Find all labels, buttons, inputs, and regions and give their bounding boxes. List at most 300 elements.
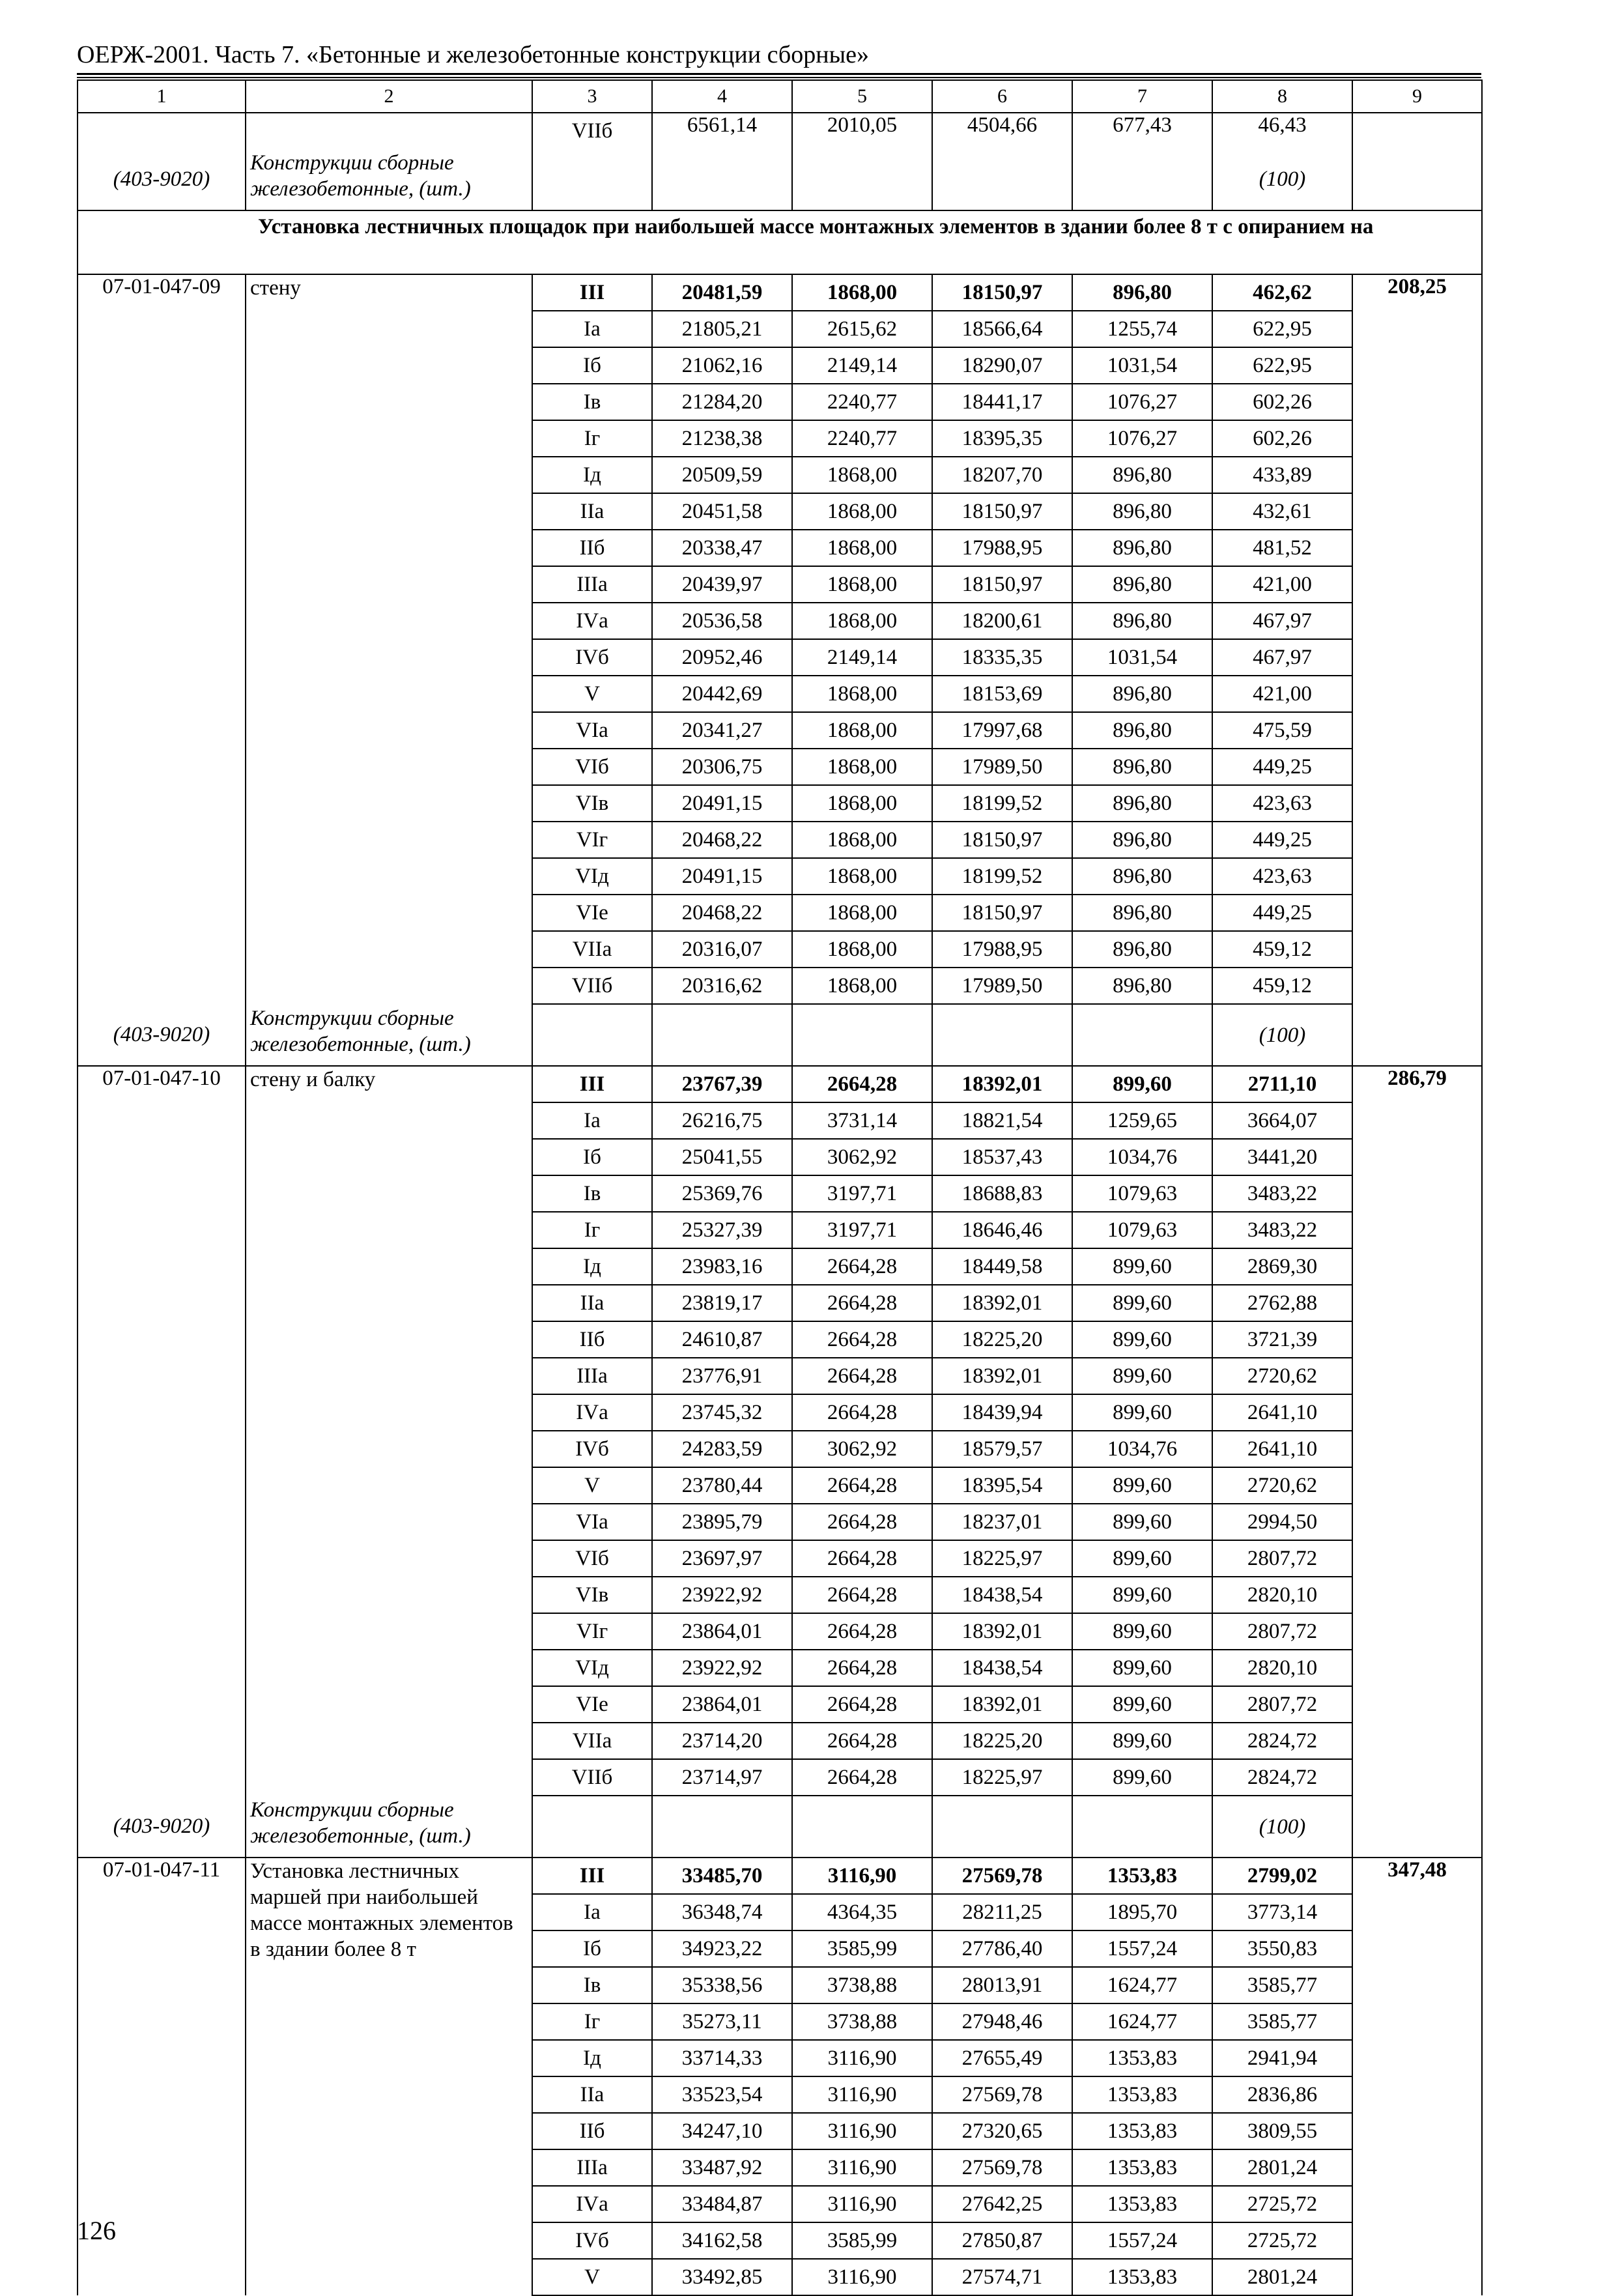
ref-description: Конструкции сборные железобетонные, (шт.) [246, 1796, 532, 1858]
value-cell: 1353,83 [1072, 1858, 1212, 1894]
value-cell: 21284,20 [652, 384, 792, 420]
value-cell: 2664,28 [792, 1394, 932, 1431]
zone-cell: IVб [532, 2222, 652, 2259]
value-cell: 2664,28 [792, 1613, 932, 1650]
value-cell: 23767,39 [652, 1066, 792, 1102]
value-cell: 896,80 [1072, 566, 1212, 603]
value-cell: 899,60 [1072, 1504, 1212, 1540]
zone-cell: VIIб [532, 113, 652, 149]
value-cell: 18150,97 [932, 566, 1072, 603]
value-cell: 896,80 [1072, 493, 1212, 530]
value-cell: 896,80 [1072, 530, 1212, 566]
column-number: 8 [1212, 80, 1352, 113]
column-number: 1 [78, 80, 246, 113]
value-cell: 20536,58 [652, 603, 792, 639]
zone-cell: III [532, 1858, 652, 1894]
value-cell: 18395,54 [932, 1467, 1072, 1504]
value-cell: 18225,97 [932, 1540, 1072, 1577]
value-cell: 20338,47 [652, 530, 792, 566]
value-cell: 34923,22 [652, 1930, 792, 1967]
value-cell: 1868,00 [792, 785, 932, 822]
value-cell: 27850,87 [932, 2222, 1072, 2259]
value-cell: 899,60 [1072, 1759, 1212, 1796]
value-cell: 24283,59 [652, 1431, 792, 1467]
zone-cell: IIIа [532, 566, 652, 603]
value-cell: 18441,17 [932, 384, 1072, 420]
value-cell: 25369,76 [652, 1175, 792, 1212]
value-cell: 2941,94 [1212, 2040, 1352, 2076]
value-cell: 2762,88 [1212, 1285, 1352, 1321]
resource-code: 07-01-047-11 [78, 1858, 246, 2295]
value-cell: 3197,71 [792, 1175, 932, 1212]
value-cell: 2807,72 [1212, 1540, 1352, 1577]
value-cell: 33492,85 [652, 2259, 792, 2295]
zone-cell: III [532, 274, 652, 311]
value-cell: 677,43 [1072, 113, 1212, 149]
value-cell: 20451,58 [652, 493, 792, 530]
value-cell: 2664,28 [792, 1759, 932, 1796]
value-cell: 899,60 [1072, 1248, 1212, 1285]
value-cell: 26216,75 [652, 1102, 792, 1139]
value-cell: 622,95 [1212, 347, 1352, 384]
table-row [78, 1858, 1482, 1894]
value-cell: 3062,92 [792, 1431, 932, 1467]
value-cell: 18207,70 [932, 457, 1072, 493]
zone-cell: V [532, 676, 652, 712]
value-cell: 459,12 [1212, 931, 1352, 968]
value-cell: 3585,77 [1212, 2003, 1352, 2040]
value-cell: 2664,28 [792, 1467, 932, 1504]
value-cell: 1868,00 [792, 603, 932, 639]
value-cell: 2664,28 [792, 1540, 932, 1577]
value-cell: 1353,83 [1072, 2259, 1212, 2295]
value-cell: 1868,00 [792, 968, 932, 1004]
value-cell: 1895,70 [1072, 1894, 1212, 1930]
value-cell: 1868,00 [792, 493, 932, 530]
material-ref-row [78, 1796, 1482, 1858]
value-cell: 27574,71 [932, 2259, 1072, 2295]
value-cell: 18150,97 [932, 274, 1072, 311]
value-cell: 899,60 [1072, 1613, 1212, 1650]
value-cell: 899,60 [1072, 1723, 1212, 1759]
zone-cell: IIб [532, 1321, 652, 1358]
value-cell: 896,80 [1072, 858, 1212, 895]
header-rule-thin [77, 77, 1481, 78]
value-cell: 899,60 [1072, 1467, 1212, 1504]
value-cell: 2664,28 [792, 1248, 932, 1285]
value-cell: 20468,22 [652, 895, 792, 931]
value-cell: 23922,92 [652, 1577, 792, 1613]
value-cell: 18199,52 [932, 785, 1072, 822]
value-cell: 18392,01 [932, 1686, 1072, 1723]
zone-cell: Iв [532, 384, 652, 420]
zone-cell: IVб [532, 1431, 652, 1467]
work-description: стену и балку [246, 1066, 532, 1796]
value-cell: 2240,77 [792, 420, 932, 457]
value-cell: 20491,15 [652, 785, 792, 822]
col9-value: 347,48 [1352, 1858, 1482, 2295]
value-cell: 17989,50 [932, 968, 1072, 1004]
value-cell: 18566,64 [932, 311, 1072, 347]
value-cell: 2720,62 [1212, 1358, 1352, 1394]
value-cell: 602,26 [1212, 420, 1352, 457]
column-number: 9 [1352, 80, 1482, 113]
ref-code: (403-9020) [78, 1004, 246, 1066]
zone-cell: VIIа [532, 1723, 652, 1759]
value-cell: 2799,02 [1212, 1858, 1352, 1894]
value-cell: 17988,95 [932, 931, 1072, 968]
value-cell: 2725,72 [1212, 2186, 1352, 2222]
value-cell: 18392,01 [932, 1358, 1072, 1394]
value-cell: 23776,91 [652, 1358, 792, 1394]
value-cell: 20439,97 [652, 566, 792, 603]
value-cell: 36348,74 [652, 1894, 792, 1930]
value-cell: 27569,78 [932, 1858, 1072, 1894]
value-cell: 449,25 [1212, 749, 1352, 785]
value-cell: 18225,97 [932, 1759, 1072, 1796]
value-cell: 3062,92 [792, 1139, 932, 1175]
value-cell: 449,25 [1212, 895, 1352, 931]
value-cell: 423,63 [1212, 785, 1352, 822]
value-cell: 1868,00 [792, 822, 932, 858]
value-cell: 2869,30 [1212, 1248, 1352, 1285]
value-cell: 33484,87 [652, 2186, 792, 2222]
value-cell: 3664,07 [1212, 1102, 1352, 1139]
value-cell: 4364,35 [792, 1894, 932, 1930]
zone-cell: Iб [532, 1930, 652, 1967]
value-cell: 2801,24 [1212, 2259, 1352, 2295]
value-cell: 2664,28 [792, 1577, 932, 1613]
value-cell: 1868,00 [792, 712, 932, 749]
value-cell: 18688,83 [932, 1175, 1072, 1212]
zone-cell: Iб [532, 347, 652, 384]
zone-cell: Iг [532, 420, 652, 457]
value-cell: 1353,83 [1072, 2113, 1212, 2149]
value-cell: 18646,46 [932, 1212, 1072, 1248]
value-cell: 2820,10 [1212, 1650, 1352, 1686]
value-cell: 896,80 [1072, 676, 1212, 712]
value-cell: 18579,57 [932, 1431, 1072, 1467]
value-cell: 2664,28 [792, 1650, 932, 1686]
value-cell: 3116,90 [792, 2259, 932, 2295]
zone-cell: IVб [532, 639, 652, 676]
value-cell: 34162,58 [652, 2222, 792, 2259]
value-cell: 24610,87 [652, 1321, 792, 1358]
value-cell: 27786,40 [932, 1930, 1072, 1967]
value-cell: 2836,86 [1212, 2076, 1352, 2113]
value-cell: 3483,22 [1212, 1175, 1352, 1212]
value-cell: 2824,72 [1212, 1759, 1352, 1796]
value-cell: 20306,75 [652, 749, 792, 785]
value-cell: 1076,27 [1072, 384, 1212, 420]
value-cell: 896,80 [1072, 931, 1212, 968]
value-cell: 20509,59 [652, 457, 792, 493]
value-cell: 18335,35 [932, 639, 1072, 676]
value-cell: 46,43 [1212, 113, 1352, 149]
value-cell: 18150,97 [932, 493, 1072, 530]
value-cell: 18199,52 [932, 858, 1072, 895]
value-cell: 1353,83 [1072, 2149, 1212, 2186]
zone-cell: VIIа [532, 931, 652, 968]
value-cell: 421,00 [1212, 566, 1352, 603]
ref-description: Конструкции сборные железобетонные, (шт.) [246, 1004, 532, 1066]
value-cell: 3116,90 [792, 2113, 932, 2149]
zone-cell: VIIб [532, 1759, 652, 1796]
value-cell: 462,62 [1212, 274, 1352, 311]
value-cell: 3738,88 [792, 1967, 932, 2003]
zone-cell: IIа [532, 493, 652, 530]
value-cell: 20442,69 [652, 676, 792, 712]
value-cell: 35273,11 [652, 2003, 792, 2040]
ref-percent: (100) [1212, 149, 1352, 210]
value-cell: 1868,00 [792, 931, 932, 968]
resource-code: 07-01-047-09 [78, 274, 246, 1004]
value-cell: 896,80 [1072, 895, 1212, 931]
ref-percent: (100) [1212, 1796, 1352, 1858]
value-cell: 18150,97 [932, 895, 1072, 931]
value-cell: 899,60 [1072, 1650, 1212, 1686]
value-cell: 18449,58 [932, 1248, 1072, 1285]
value-cell: 481,52 [1212, 530, 1352, 566]
work-description: стену [246, 274, 532, 1004]
value-cell: 27642,25 [932, 2186, 1072, 2222]
value-cell: 2807,72 [1212, 1613, 1352, 1650]
value-cell: 896,80 [1072, 822, 1212, 858]
value-cell: 27569,78 [932, 2076, 1072, 2113]
value-cell: 2664,28 [792, 1358, 932, 1394]
value-cell: 18395,35 [932, 420, 1072, 457]
value-cell: 899,60 [1072, 1321, 1212, 1358]
value-cell: 17989,50 [932, 749, 1072, 785]
table-row [78, 113, 1482, 149]
zone-cell: V [532, 1467, 652, 1504]
zone-cell: Iд [532, 2040, 652, 2076]
value-cell: 2807,72 [1212, 1686, 1352, 1723]
value-cell: 3116,90 [792, 2186, 932, 2222]
value-cell: 33487,92 [652, 2149, 792, 2186]
value-cell: 1868,00 [792, 895, 932, 931]
value-cell: 28211,25 [932, 1894, 1072, 1930]
value-cell: 20481,59 [652, 274, 792, 311]
value-cell: 1868,00 [792, 676, 932, 712]
value-cell: 3738,88 [792, 2003, 932, 2040]
value-cell: 1031,54 [1072, 347, 1212, 384]
value-cell: 18290,07 [932, 347, 1072, 384]
value-cell: 2149,14 [792, 347, 932, 384]
value-cell: 18237,01 [932, 1504, 1072, 1540]
value-cell: 1353,83 [1072, 2186, 1212, 2222]
zone-cell: Iг [532, 2003, 652, 2040]
value-cell: 18200,61 [932, 603, 1072, 639]
value-cell: 33485,70 [652, 1858, 792, 1894]
zone-cell: Iв [532, 1967, 652, 2003]
value-cell: 6561,14 [652, 113, 792, 149]
value-cell: 23864,01 [652, 1613, 792, 1650]
value-cell: 2801,24 [1212, 2149, 1352, 2186]
value-cell: 1557,24 [1072, 1930, 1212, 1967]
value-cell: 2711,10 [1212, 1066, 1352, 1102]
value-cell: 23895,79 [652, 1504, 792, 1540]
value-cell: 896,80 [1072, 712, 1212, 749]
value-cell: 18392,01 [932, 1066, 1072, 1102]
value-cell: 20491,15 [652, 858, 792, 895]
zone-cell: IIб [532, 530, 652, 566]
zone-cell: Iа [532, 1102, 652, 1139]
value-cell: 1079,63 [1072, 1175, 1212, 1212]
zone-cell: IIIа [532, 2149, 652, 2186]
value-cell: 899,60 [1072, 1394, 1212, 1431]
column-number: 5 [792, 80, 932, 113]
zone-cell: VIв [532, 785, 652, 822]
value-cell: 423,63 [1212, 858, 1352, 895]
zone-cell: Iб [532, 1139, 652, 1175]
value-cell: 896,80 [1072, 968, 1212, 1004]
material-ref-row [78, 1004, 1482, 1066]
zone-cell: Iд [532, 457, 652, 493]
value-cell: 1031,54 [1072, 639, 1212, 676]
value-cell: 899,60 [1072, 1540, 1212, 1577]
zone-cell: IIа [532, 2076, 652, 2113]
zone-cell: VIб [532, 1540, 652, 1577]
section-title-row [78, 210, 1482, 274]
value-cell: 23697,97 [652, 1540, 792, 1577]
value-cell: 21062,16 [652, 347, 792, 384]
zone-cell: V [532, 2259, 652, 2295]
zone-cell: Iг [532, 1212, 652, 1248]
value-cell: 467,97 [1212, 639, 1352, 676]
zone-cell: VIг [532, 1613, 652, 1650]
value-cell: 1034,76 [1072, 1431, 1212, 1467]
zone-cell: IVа [532, 1394, 652, 1431]
column-number: 3 [532, 80, 652, 113]
zone-cell: VIд [532, 1650, 652, 1686]
zone-cell: VIе [532, 1686, 652, 1723]
value-cell: 23714,97 [652, 1759, 792, 1796]
value-cell: 23819,17 [652, 1285, 792, 1321]
value-cell: 2725,72 [1212, 2222, 1352, 2259]
value-cell: 1076,27 [1072, 420, 1212, 457]
column-number: 2 [246, 80, 532, 113]
value-cell: 2664,28 [792, 1321, 932, 1358]
value-cell: 23714,20 [652, 1723, 792, 1759]
value-cell: 3116,90 [792, 2076, 932, 2113]
value-cell: 1259,65 [1072, 1102, 1212, 1139]
value-cell: 2664,28 [792, 1686, 932, 1723]
value-cell: 899,60 [1072, 1686, 1212, 1723]
value-cell: 18150,97 [932, 822, 1072, 858]
value-cell: 2615,62 [792, 311, 932, 347]
table-row [78, 274, 1482, 311]
value-cell: 1557,24 [1072, 2222, 1212, 2259]
value-cell: 20952,46 [652, 639, 792, 676]
value-cell: 1079,63 [1072, 1212, 1212, 1248]
value-cell: 1868,00 [792, 566, 932, 603]
value-cell: 3116,90 [792, 2149, 932, 2186]
value-cell: 17997,68 [932, 712, 1072, 749]
zone-cell: III [532, 1066, 652, 1102]
zone-cell: IIа [532, 1285, 652, 1321]
value-cell: 3197,71 [792, 1212, 932, 1248]
page-header: ОЕРЖ-2001. Часть 7. «Бетонные и железобетонные конструкции сборные» [77, 41, 869, 68]
column-number: 7 [1072, 80, 1212, 113]
value-cell: 449,25 [1212, 822, 1352, 858]
value-cell: 475,59 [1212, 712, 1352, 749]
value-cell: 896,80 [1072, 457, 1212, 493]
value-cell: 1034,76 [1072, 1139, 1212, 1175]
value-cell: 1624,77 [1072, 1967, 1212, 2003]
column-number: 4 [652, 80, 792, 113]
material-ref-row [78, 149, 1482, 210]
page-number: 126 [77, 2216, 116, 2245]
value-cell: 896,80 [1072, 274, 1212, 311]
ref-percent: (100) [1212, 1004, 1352, 1066]
value-cell: 18153,69 [932, 676, 1072, 712]
value-cell: 27655,49 [932, 2040, 1072, 2076]
column-number: 6 [932, 80, 1072, 113]
value-cell: 459,12 [1212, 968, 1352, 1004]
value-cell: 20341,27 [652, 712, 792, 749]
zone-cell: IIб [532, 2113, 652, 2149]
value-cell: 1353,83 [1072, 2040, 1212, 2076]
value-cell: 2240,77 [792, 384, 932, 420]
value-cell: 18392,01 [932, 1285, 1072, 1321]
ref-code: (403-9020) [78, 149, 246, 210]
value-cell: 1868,00 [792, 530, 932, 566]
zone-cell: VIа [532, 712, 652, 749]
value-cell: 20316,62 [652, 968, 792, 1004]
value-cell: 1868,00 [792, 749, 932, 785]
value-cell: 23745,32 [652, 1394, 792, 1431]
value-cell: 18439,94 [932, 1394, 1072, 1431]
value-cell: 20468,22 [652, 822, 792, 858]
value-cell: 3773,14 [1212, 1894, 1352, 1930]
value-cell: 3441,20 [1212, 1139, 1352, 1175]
value-cell: 2664,28 [792, 1285, 932, 1321]
value-cell: 467,97 [1212, 603, 1352, 639]
zone-cell: IVа [532, 603, 652, 639]
value-cell: 25327,39 [652, 1212, 792, 1248]
value-cell: 2664,28 [792, 1066, 932, 1102]
value-cell: 2994,50 [1212, 1504, 1352, 1540]
value-cell: 28013,91 [932, 1967, 1072, 2003]
zone-cell: Iд [532, 1248, 652, 1285]
zone-cell: Iв [532, 1175, 652, 1212]
value-cell: 21238,38 [652, 420, 792, 457]
value-cell: 2824,72 [1212, 1723, 1352, 1759]
value-cell: 896,80 [1072, 785, 1212, 822]
value-cell: 3550,83 [1212, 1930, 1352, 1967]
value-cell: 3809,55 [1212, 2113, 1352, 2149]
value-cell: 2664,28 [792, 1504, 932, 1540]
value-cell: 3585,99 [792, 1930, 932, 1967]
value-cell: 2720,62 [1212, 1467, 1352, 1504]
value-cell: 3721,39 [1212, 1321, 1352, 1358]
value-cell: 3731,14 [792, 1102, 932, 1139]
value-cell: 35338,56 [652, 1967, 792, 2003]
value-cell: 899,60 [1072, 1358, 1212, 1394]
table-row [78, 1066, 1482, 1102]
value-cell: 1624,77 [1072, 2003, 1212, 2040]
value-cell: 2641,10 [1212, 1394, 1352, 1431]
zone-cell: Iа [532, 311, 652, 347]
value-cell: 27569,78 [932, 2149, 1072, 2186]
value-cell: 23780,44 [652, 1467, 792, 1504]
value-cell: 432,61 [1212, 493, 1352, 530]
value-cell: 3116,90 [792, 2040, 932, 2076]
value-cell: 2820,10 [1212, 1577, 1352, 1613]
zone-cell: IVа [532, 2186, 652, 2222]
work-description: Установка лестничных маршей при наибольшей массе монтажных элементов в здании более 8 т [246, 1858, 532, 2295]
